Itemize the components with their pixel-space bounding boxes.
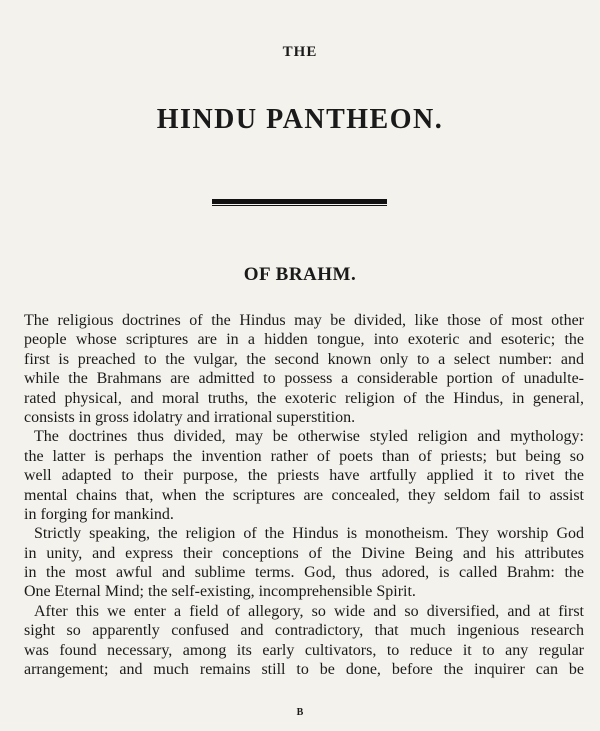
- text-line: the latter is perhaps the invention rather of poets than of priests; but being so: [24, 447, 584, 465]
- text-line: Strictly speaking, the religion of the Hindus is monotheism. They worship God: [34, 525, 584, 543]
- header-the: THE: [282, 44, 318, 60]
- text-line: in the most awful and sublime terms. God, thus adored, is called Brahm: the: [24, 564, 584, 582]
- text-line: consists in gross idolatry and irrational superstition.: [24, 408, 356, 426]
- text-line: mental chains that, when the scriptures are concealed, they seldom fail to assist: [24, 486, 584, 504]
- text-line: well adapted to their purpose, the priests have artfully applied it to rivet the: [24, 467, 584, 485]
- page-signature-mark: B: [296, 707, 304, 718]
- text-line: One Eternal Mind; the self-existing, incomprehensible Spirit.: [24, 583, 416, 601]
- text-line: sight so apparently confused and contradictory, that much ingenious research: [24, 622, 584, 640]
- text-line: first is preached to the vulgar, the second known only to a select number: and: [24, 350, 584, 368]
- text-line: The doctrines thus divided, may be otherwise styled religion and mythology:: [34, 428, 584, 446]
- text-line: in unity, and express their conceptions of the Divine Being and his attributes: [24, 544, 584, 562]
- text-line: people whose scriptures are in a hidden tongue, into exoteric and esoteric; the: [24, 331, 584, 349]
- text-line: rated physical, and moral truths, the exoteric religion of the Hindus, in general,: [24, 389, 584, 407]
- title-rule-divider: [212, 199, 387, 204]
- text-line: After this we enter a field of allegory, so wide and so diversified, and at first: [34, 602, 584, 620]
- text-line: while the Brahmans are admitted to possess a considerable portion of unadulte-: [24, 370, 584, 388]
- body-text: [24, 311, 584, 679]
- text-line: The religious doctrines of the Hindus may be divided, like those of most other: [24, 312, 584, 329]
- page-title: HINDU PANTHEON.: [156, 104, 444, 135]
- section-title: OF BRAHM.: [243, 264, 357, 285]
- text-line: in forging for mankind.: [24, 505, 174, 523]
- text-line: was found necessary, among its early cultivators, to reduce it to any regular: [24, 641, 584, 659]
- text-line: arrangement; and much remains still to be done, before the inquirer can be: [24, 661, 584, 679]
